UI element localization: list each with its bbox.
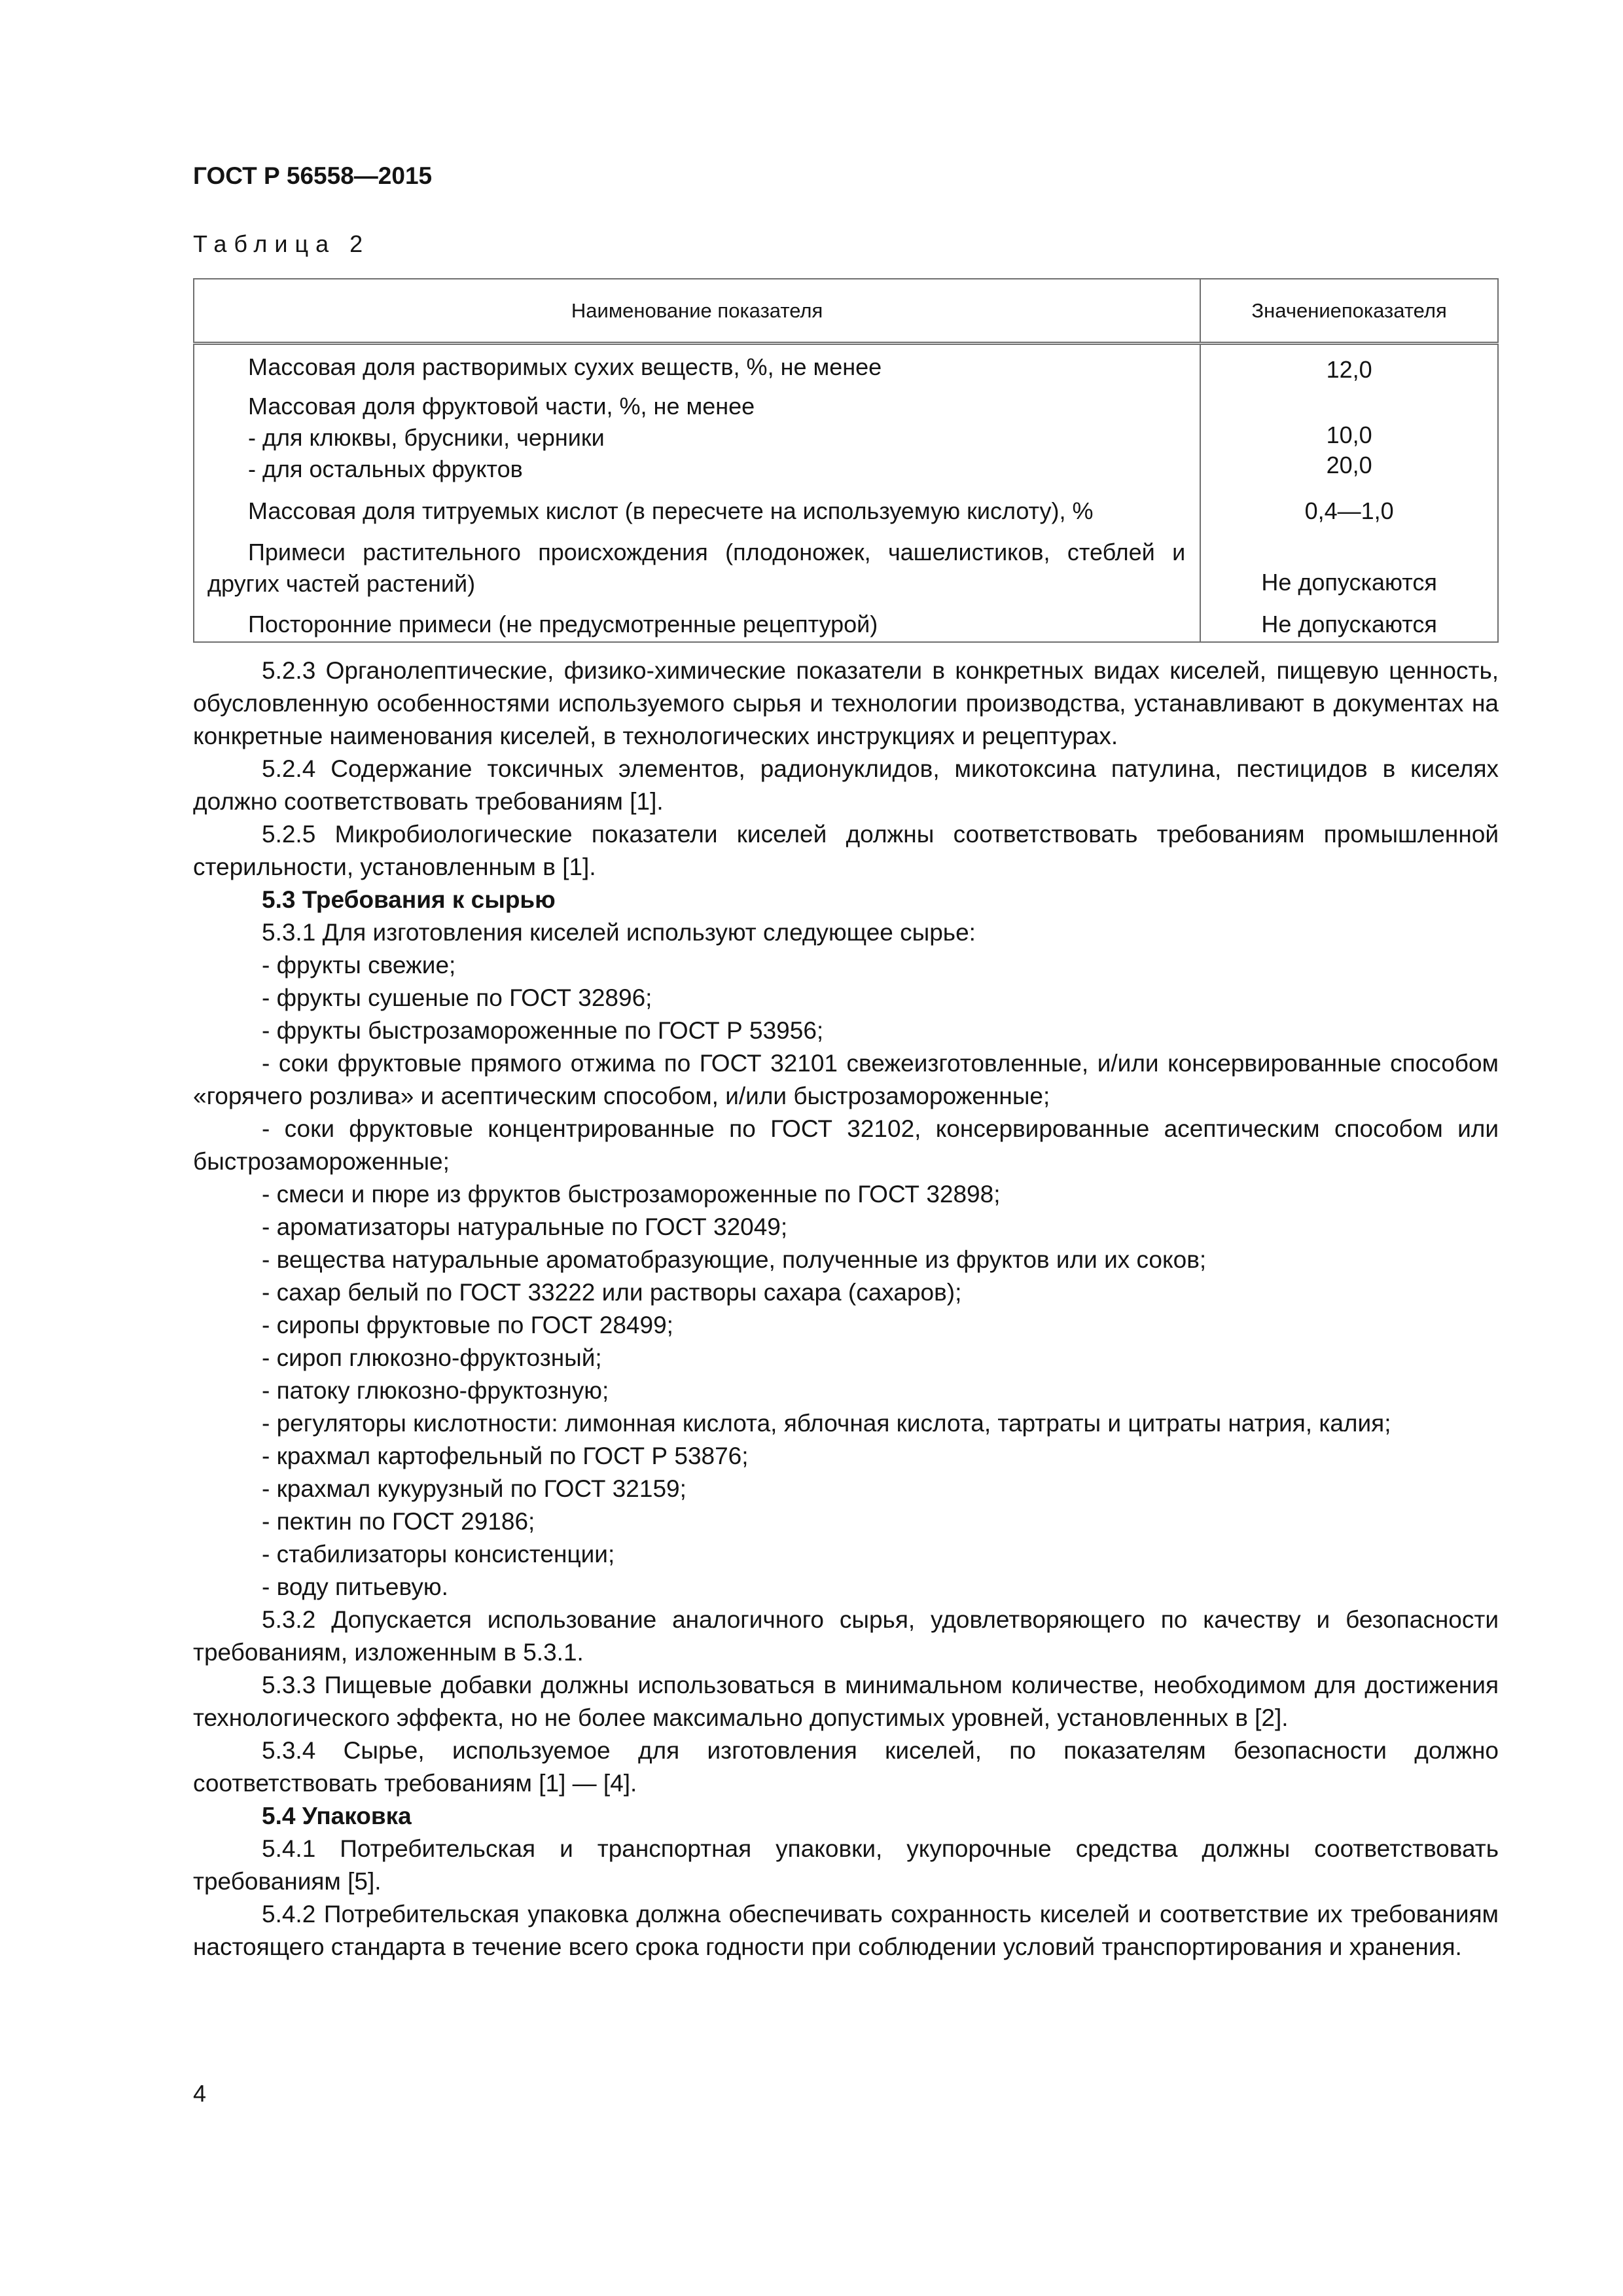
list-item: - фрукты свежие;: [262, 952, 456, 978]
table-header-row: [194, 279, 1498, 344]
table-row: [194, 344, 1498, 391]
list-item: - ароматизаторы натуральные по ГОСТ 32049;: [262, 1213, 788, 1240]
paragraph-5-3-3: 5.3.3 Пищевые добавки должны использоваться в минимальном количестве, необходимом для достижения технологического эффекта, но не более максимально допустимых уровней, установленных в [2].: [193, 1672, 1499, 1731]
row-name-continuation: других частей растений): [207, 570, 476, 597]
paragraph-5-2-3: 5.2.3 Органолептические, физико-химические показатели в конкретных видах киселей, пищевую ценность, обусловленную особенностями используемого сырья и технологии производства, устанавливают в документах на конкретные наименования киселей, в технологических инструкциях и рецептурах.: [193, 657, 1499, 749]
row-value: 10,0: [1326, 422, 1372, 448]
table-row: [194, 609, 1498, 642]
list-item: - сахар белый по ГОСТ 33222 или растворы сахара (сахаров);: [262, 1279, 962, 1306]
row-value: 20,0: [1326, 452, 1372, 478]
list-item: - регуляторы кислотности: лимонная кислота, яблочная кислота, тартраты и цитраты натрия, калия;: [262, 1410, 1391, 1437]
table-row: [194, 391, 1498, 495]
table-row: [194, 495, 1498, 537]
row-value: 0,4—1,0: [1304, 497, 1394, 524]
table-row: [194, 537, 1498, 609]
list-item: - смеси и пюре из фруктов быстрозамороженные по ГОСТ 32898;: [262, 1181, 1001, 1208]
paragraph-5-4-2: 5.4.2 Потребительская упаковка должна обеспечивать сохранность киселей и соответствие их требованиям настоящего стандарта в течение всего срока годности при соблюдении условий транспортирования и хранения.: [193, 1901, 1499, 1960]
row-value: Не допускаются: [1261, 611, 1437, 637]
row-name: Посторонние примеси (не предусмотренные рецептурой): [248, 611, 878, 637]
row-name: Массовая доля фруктовой части, %, не менее: [248, 393, 755, 420]
list-item: - фрукты быстрозамороженные по ГОСТ Р 53956;: [262, 1017, 824, 1044]
list-item: - воду питьевую.: [262, 1573, 448, 1600]
paragraph-5-3-1: 5.3.1 Для изготовления киселей используют следующее сырье:: [262, 919, 976, 946]
paragraph-5-3-4: 5.3.4 Сырье, используемое для изготовления киселей, по показателям безопасности должно соответствовать требованиям [1] — [4].: [193, 1737, 1499, 1797]
document-header: ГОСТ Р 56558—2015: [193, 162, 433, 189]
indicators-table: [193, 278, 1499, 643]
list-item: - вещества натуральные ароматобразующие, полученные из фруктов или их соков;: [262, 1246, 1207, 1273]
paragraph-5-2-4: 5.2.4 Содержание токсичных элементов, радионуклидов, микотоксина патулина, пестицидов в киселях должно соответствовать требованиям [1].: [193, 755, 1499, 815]
row-name: Массовая доля титруемых кислот (в пересчете на используемую кислоту), %: [248, 497, 1094, 524]
list-item: - фрукты сушеные по ГОСТ 32896;: [262, 984, 652, 1011]
list-item: - крахмал картофельный по ГОСТ Р 53876;: [262, 1443, 749, 1469]
row-value: 12,0: [1326, 356, 1372, 383]
paragraph-5-4-1: 5.4.1 Потребительская и транспортная упаковки, укупорочные средства должны соответствовать требованиям [5].: [193, 1835, 1499, 1895]
list-item: - патоку глюкозно-фруктозную;: [262, 1377, 609, 1404]
list-item: - соки фруктовые концентрированные по ГОСТ 32102, консервированные асептическим способом или быстрозамороженные;: [193, 1115, 1499, 1175]
row-subitem: - для остальных фруктов: [248, 456, 523, 482]
row-value: Не допускаются: [1261, 569, 1437, 596]
list-item: - пектин по ГОСТ 29186;: [262, 1508, 535, 1535]
list-item: - сироп глюкозно-фруктозный;: [262, 1344, 602, 1371]
list-item: - сиропы фруктовые по ГОСТ 28499;: [262, 1312, 673, 1338]
row-name: Примеси растительного происхождения (плодоножек, чашелистиков, стеблей и: [248, 539, 1186, 565]
table-caption: Таблица 2: [193, 230, 370, 257]
row-subitem: - для клюквы, брусники, черники: [248, 424, 605, 451]
document-page: [193, 0, 1499, 2296]
section-heading-5-3: 5.3 Требования к сырью: [262, 886, 556, 913]
list-item: - крахмал кукурузный по ГОСТ 32159;: [262, 1475, 687, 1502]
page-number: 4: [193, 2080, 207, 2107]
paragraph-5-2-5: 5.2.5 Микробиологические показатели киселей должны соответствовать требованиям промышленной стерильности, установленным в [1].: [193, 821, 1499, 880]
list-item: - стабилизаторы консистенции;: [262, 1541, 615, 1568]
row-name: Массовая доля растворимых сухих веществ, %, не менее: [248, 353, 882, 380]
column-header-name: Наименование показателя: [194, 279, 1200, 344]
document-body: [193, 655, 1499, 1964]
list-item: - соки фруктовые прямого отжима по ГОСТ 32101 свежеизготовленные, и/или консервированные способом «горячего розлива» и асептическим способом, и/или быстрозамороженные;: [193, 1050, 1499, 1109]
paragraph-5-3-2: 5.3.2 Допускается использование аналогичного сырья, удовлетворяющего по качеству и безопасности требованиям, изложенным в 5.3.1.: [193, 1606, 1499, 1666]
column-header-value: Значениепоказателя: [1200, 279, 1498, 344]
section-heading-5-4: 5.4 Упаковка: [262, 1803, 412, 1829]
